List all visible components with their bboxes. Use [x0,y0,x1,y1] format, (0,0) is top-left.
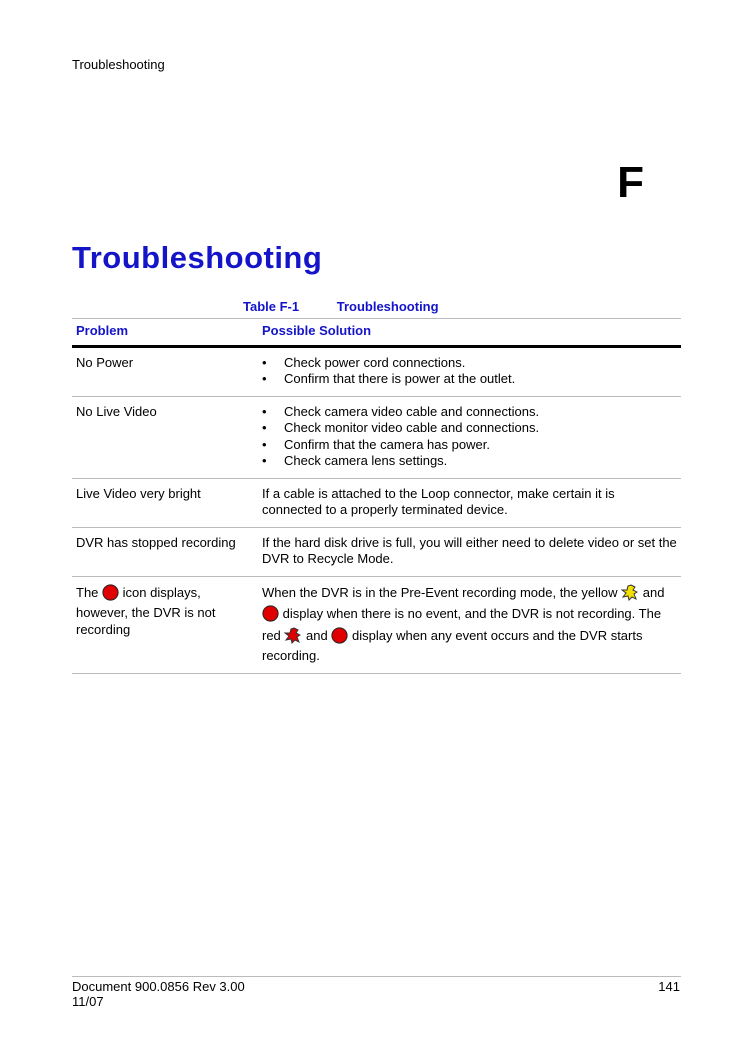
record-icon [331,627,348,649]
record-icon [102,584,119,606]
record-icon [262,605,279,627]
column-header-problem: Problem [72,319,258,347]
problem-cell: No Power [72,346,258,396]
footer-date: 11/07 [72,994,104,1009]
footer-rule [72,976,681,977]
solution-text: When the DVR is in the Pre-Event recording mode, the yellow [262,584,618,600]
problem-cell: DVR has stopped recording [72,527,258,576]
solution-item: • Check power cord connections. [262,355,677,372]
solution-cell [258,396,681,478]
problem-text: The [76,584,99,600]
solution-text: display when there is no event, and the DVR is not recording. The red [262,606,662,643]
solution-list [262,404,677,470]
troubleshooting-table [72,318,681,674]
solution-item: • Confirm that there is power at the outlet. [262,371,677,388]
chapter-title: Troubleshooting [72,240,323,275]
problem-text: icon displays, however, the DVR is not recording [76,584,216,637]
solution-cell: If a cable is attached to the Loop connector, make certain it is connected to a properly terminated device. [258,478,681,527]
table-row [72,576,681,673]
table-caption-number: Table F-1 [243,299,300,314]
table-caption-title: Troubleshooting [336,299,439,314]
table-row [72,478,681,527]
table-caption [243,299,439,314]
solution-cell [258,576,681,673]
solution-item: • Check camera lens settings. [262,453,677,470]
solution-item: • Confirm that the camera has power. [262,437,677,454]
table-row [72,396,681,478]
problem-cell [72,576,258,673]
footer-document-id: Document 900.0856 Rev 3.00 [72,979,245,994]
solution-text: display when any event occurs and the DVR starts recording. [262,627,643,663]
running-header: Troubleshooting [72,57,165,72]
solution-text: and [642,584,665,600]
solution-cell: If the hard disk drive is full, you will either need to delete video or set the DVR to Recycle Mode. [258,527,681,576]
appendix-letter: F [617,158,644,207]
column-header-solution: Possible Solution [258,319,681,347]
problem-cell: No Live Video [72,396,258,478]
page-number: 141 [658,979,680,994]
problem-cell: Live Video very bright [72,478,258,527]
solution-item: • Check camera video cable and connections. [262,404,677,421]
yellow-motion-icon [621,584,639,606]
solution-item: • Check monitor video cable and connections. [262,420,677,437]
solution-list [262,355,677,388]
table-header-row [72,319,681,347]
red-motion-icon [284,627,302,649]
table-row [72,346,681,396]
solution-cell [258,346,681,396]
table-row [72,527,681,576]
footer-document-info [72,979,245,1009]
solution-text: and [306,627,328,643]
